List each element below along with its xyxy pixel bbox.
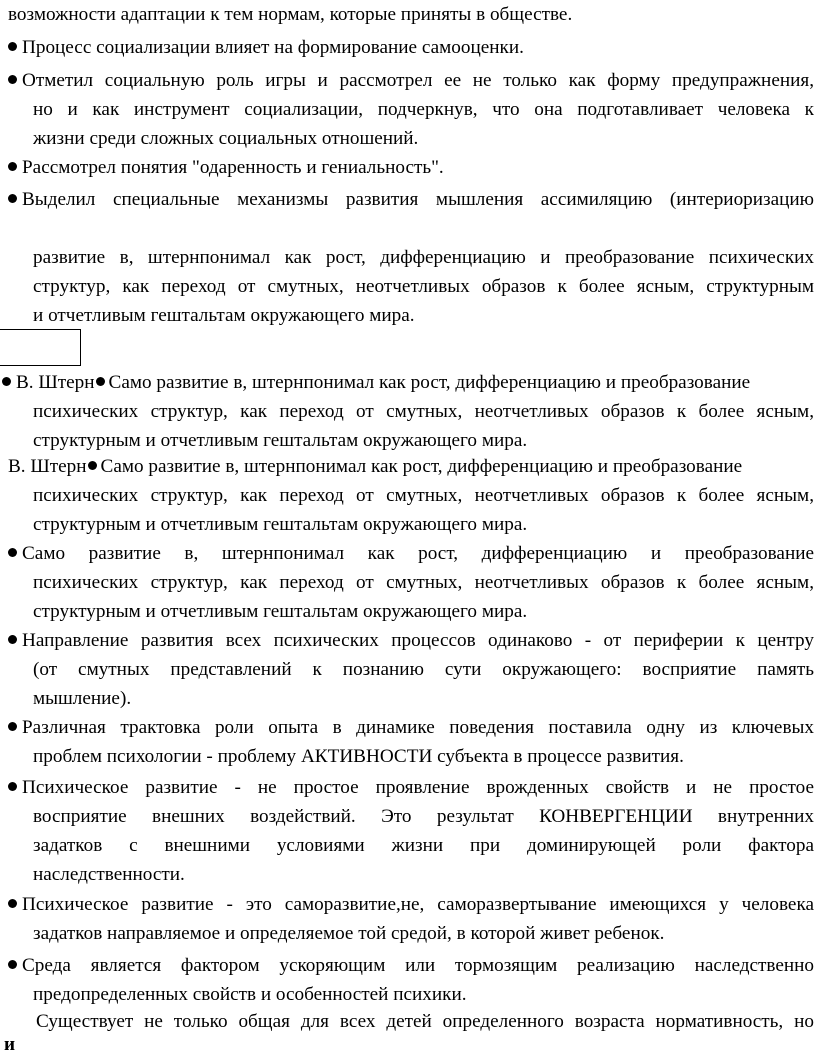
text-span: Выделил специальные механизмы развития мышления ассимиляцию (интериоризацию xyxy=(22,189,814,210)
bullet-icon xyxy=(8,162,17,171)
text-line xyxy=(33,831,814,860)
text-span: Само развитие в, штернпонимал как рост, дифференциацию и преобразование xyxy=(108,372,751,393)
text-line xyxy=(33,802,814,831)
text-span: проблем психологии - проблему АКТИВНОСТИ субъекта в процессе развития. xyxy=(33,746,684,767)
text-line xyxy=(8,0,808,29)
text-line xyxy=(33,510,814,539)
text-span: структурным и отчетливым гештальтам окружающего мира. xyxy=(33,514,528,535)
bullet-item xyxy=(8,33,808,62)
empty-box xyxy=(0,329,81,366)
bullet-icon xyxy=(8,722,17,731)
bullet-icon xyxy=(8,194,17,203)
bullet-item xyxy=(8,153,808,182)
text-span: задатков с внешними условиями жизни при доминирующей роли фактора xyxy=(33,835,814,856)
text-line xyxy=(33,243,814,272)
text-line xyxy=(33,301,814,330)
bullet-icon xyxy=(2,377,11,386)
text-line xyxy=(33,919,814,948)
bullet-icon xyxy=(8,782,17,791)
text-span: Само развитие в, штернпонимал как рост, дифференциацию и преобразование xyxy=(22,543,814,564)
text-span: психических структур, как переход от смутных, неотчетливых образов к более ясным, xyxy=(33,485,814,506)
text-span: жизни среди сложных социальных отношений. xyxy=(33,128,419,149)
text-span: наследственности. xyxy=(33,864,185,885)
text-line xyxy=(33,124,814,153)
text-span: Направление развития всех психических процессов одинаково - от периферии к центру xyxy=(22,630,814,651)
text-span: структурным и отчетливым гештальтам окружающего мира. xyxy=(33,430,528,451)
text-span: структурным и отчетливым гештальтам окружающего мира. xyxy=(33,601,528,622)
text-line xyxy=(33,272,814,301)
bullet-icon xyxy=(8,42,17,51)
bullet-icon xyxy=(96,377,105,386)
text-span: и xyxy=(4,1034,16,1055)
bullet-item xyxy=(8,66,814,95)
text-line xyxy=(33,860,814,889)
text-line xyxy=(33,568,814,597)
text-line xyxy=(33,426,814,455)
text-span: восприятие внешних воздействий. Это результат КОНВЕРГЕНЦИИ внутренних xyxy=(33,806,814,827)
text-span: мышление). xyxy=(33,688,132,709)
bullet-item xyxy=(8,185,814,214)
text-span: Процесс социализации влияет на формирование самооценки. xyxy=(22,37,524,58)
text-span: возможности адаптации к тем нормам, которые приняты в обществе. xyxy=(8,4,573,25)
text-span: развитие в, штернпонимал как рост, дифференциацию и преобразование психических xyxy=(33,247,814,268)
text-span: и отчетливым гештальтам окружающего мира. xyxy=(33,305,415,326)
bullet-icon xyxy=(88,461,97,470)
bullet-item xyxy=(8,626,814,655)
text-line xyxy=(33,980,814,1009)
text-line xyxy=(33,742,814,771)
text-line xyxy=(33,95,814,124)
text-line xyxy=(33,397,814,426)
text-span: Само развитие в, штернпонимал как рост, дифференциацию и преобразование xyxy=(100,456,743,477)
text-span: (от смутных представлений к познанию сути окружающего: восприятие память xyxy=(33,659,814,680)
text-line xyxy=(8,452,816,481)
text-span: психических структур, как переход от смутных, неотчетливых образов к более ясным, xyxy=(33,401,814,422)
bullet-item xyxy=(8,773,814,802)
text-span: Различная трактовка роли опыта в динамике поведения поставила одну из ключевых xyxy=(22,717,814,738)
bullet-icon xyxy=(8,75,17,84)
text-span: Среда является фактором ускоряющим или тормозящим реализацию наследственно xyxy=(22,955,814,976)
text-span: структур, как переход от смутных, неотчетливых образов к более ясным, структурным xyxy=(33,276,814,297)
text-line xyxy=(33,684,814,713)
text-span: задатков направляемое и определяемое той средой, в которой живет ребенок. xyxy=(33,923,665,944)
text-span: Психическое развитие - это саморазвитие,не, саморазвертывание имеющихся у человека xyxy=(22,894,814,915)
text-span: но и как инструмент социализации, подчеркнув, что она подготавливает человека к xyxy=(33,99,814,120)
bullet-icon xyxy=(8,548,17,557)
text-span: Психическое развитие - не простое проявление врожденных свойств и не простое xyxy=(22,777,814,798)
text-line xyxy=(33,655,814,684)
bullet-item xyxy=(8,713,814,742)
text-span: В. Штерн xyxy=(16,372,95,393)
bullet-item xyxy=(2,368,816,397)
bullet-item xyxy=(8,951,814,980)
text-span: Отметил социальную роль игры и рассмотрел ее не только как форму предупражнения, xyxy=(22,70,814,91)
text-line xyxy=(33,481,814,510)
text-line xyxy=(33,597,814,626)
bullet-icon xyxy=(8,899,17,908)
text-span: В. Штерн xyxy=(8,456,87,477)
bullet-item xyxy=(8,539,814,568)
text-span: предопределенных свойств и особенностей психики. xyxy=(33,984,467,1005)
bullet-icon xyxy=(8,960,17,969)
text-span: Рассмотрел понятия "одаренность и гениальность". xyxy=(22,157,444,178)
text-span: психических структур, как переход от смутных, неотчетливых образов к более ясным, xyxy=(33,572,814,593)
text-line xyxy=(36,1007,814,1036)
bullet-icon xyxy=(8,635,17,644)
bullet-item xyxy=(8,890,814,919)
text-span: Существует не только общая для всех детей определенного возраста нормативность, но xyxy=(36,1011,814,1032)
